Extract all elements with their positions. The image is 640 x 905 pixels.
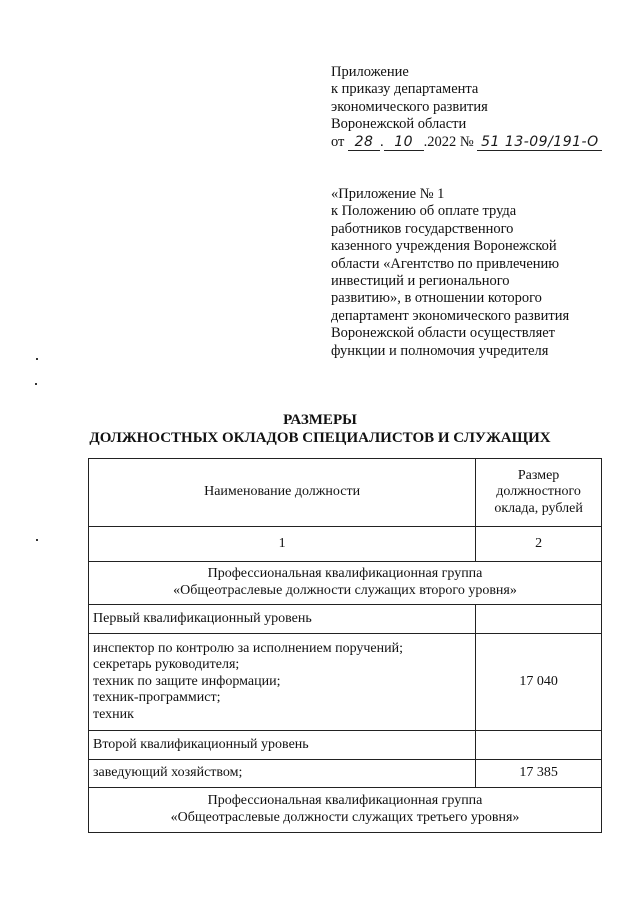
position-item: техник <box>93 706 134 722</box>
appendix-line: функции и полномочия учредителя <box>331 342 549 359</box>
table-number-row <box>89 527 602 562</box>
table-header-row <box>89 459 602 527</box>
scan-dot <box>36 358 38 360</box>
appendix-reference <box>331 186 601 360</box>
appendix-line: области «Агентство по привлечению <box>331 255 560 272</box>
appendix-line: развитию», в отношении которого <box>331 290 542 307</box>
header-size-cell: Размер должностного оклада, рублей <box>476 459 602 527</box>
position-item: секретарь руководителя; <box>93 657 240 673</box>
level-size-cell <box>476 731 602 760</box>
salary-table <box>88 458 602 833</box>
appendix-line: Воронежской области осуществляет <box>331 325 556 342</box>
from-prefix: от <box>331 133 345 150</box>
appendix-line: казенного учреждения Воронежской <box>331 238 557 255</box>
heading-line-2: ДОЛЖНОСТНЫХ ОКЛАДОВ СПЕЦИАЛИСТОВ И СЛУЖАЩИХ <box>89 430 551 446</box>
annex-line: к приказу департамента <box>331 81 479 98</box>
annex-line: экономического развития <box>331 98 488 115</box>
group-title: Профессиональная квалификационная группа <box>207 793 483 809</box>
group-subtitle: «Общеотраслевые должности служащих третьего уровня» <box>170 810 520 825</box>
group-cell <box>89 788 602 833</box>
column-number-2: 2 <box>476 527 602 562</box>
annex-header <box>331 64 602 151</box>
group-row <box>89 788 602 833</box>
annex-line: Воронежской области <box>331 116 467 133</box>
position-item: техник-программист; <box>93 690 221 706</box>
table-row <box>89 760 602 788</box>
group-cell <box>89 562 602 605</box>
column-number-1: 1 <box>89 527 476 562</box>
scan-dot <box>36 539 38 541</box>
appendix-line: работников государственного <box>331 220 514 237</box>
date-year: .2022 <box>423 133 457 150</box>
appendix-line: департамент экономического развития <box>331 307 570 324</box>
appendix-line: к Положению об оплате труда <box>331 203 517 220</box>
level-name-cell: Второй квалификационный уровень <box>89 731 476 760</box>
annex-date-line <box>331 134 602 151</box>
positions-cell <box>89 634 476 731</box>
position-cell: заведующий хозяйством; <box>89 760 476 788</box>
group-subtitle: «Общеотраслевые должности служащих второго уровня» <box>173 583 517 598</box>
heading-line-1: РАЗМЕРЫ <box>283 412 357 428</box>
order-number: 51 13-09/191-О <box>477 135 602 151</box>
level-size-cell <box>476 605 602 634</box>
number-prefix: № <box>459 133 474 150</box>
position-item: техник по защите информации; <box>93 673 281 689</box>
table-row <box>89 634 602 731</box>
level-row <box>89 605 602 634</box>
appendix-line: «Приложение № 1 <box>331 186 445 202</box>
header-name-cell: Наименование должности <box>89 459 476 527</box>
annex-title: Приложение <box>331 64 409 80</box>
position-item: инспектор по контролю за исполнением поручений; <box>93 640 404 656</box>
scan-dot <box>35 383 37 385</box>
level-row <box>89 731 602 760</box>
date-dot: . <box>380 133 384 150</box>
date-month: 10 <box>384 135 424 151</box>
level-name-cell: Первый квалификационный уровень <box>89 605 476 634</box>
date-day: 28 <box>348 135 380 151</box>
appendix-line: инвестиций и регионального <box>331 273 510 290</box>
group-row <box>89 562 602 605</box>
group-title: Профессиональная квалификационная группа <box>207 566 483 582</box>
salary-value: 17 040 <box>476 634 602 731</box>
salary-value: 17 385 <box>476 760 602 788</box>
